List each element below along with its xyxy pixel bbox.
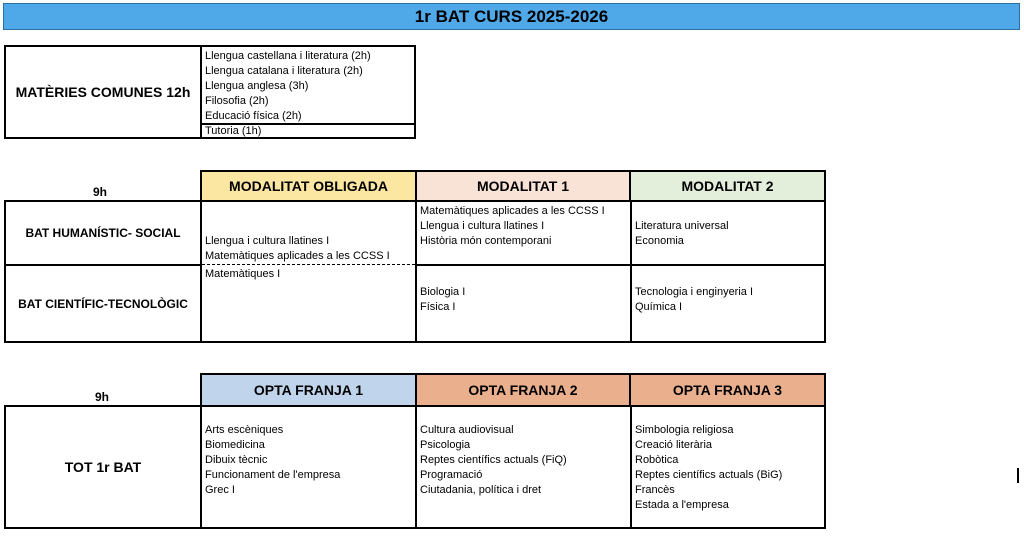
list-item: Dibuix tècnic — [205, 454, 268, 466]
list-item: Reptes científics actuals (FiQ) — [420, 454, 567, 466]
list-item: Física I — [420, 301, 456, 313]
list-item: Economia — [635, 235, 684, 247]
list-item: Estada a l'empresa — [635, 499, 729, 511]
obligada-cientific — [205, 267, 413, 282]
header-opta-franja-2: OPTA FRANJA 2 — [415, 373, 631, 407]
text-cursor — [1017, 468, 1019, 483]
list-item: Matemàtiques aplicades a les CCSS I — [420, 205, 605, 217]
header-modalitat-2: MODALITAT 2 — [629, 170, 826, 202]
list-item: Educació física (2h) — [205, 110, 302, 122]
franja2-list — [415, 407, 630, 527]
mod2-humanistic — [630, 202, 824, 264]
header-opta-franja-1: OPTA FRANJA 1 — [200, 373, 417, 407]
mod1-humanistic — [415, 202, 630, 264]
list-item: Llengua catalana i literatura (2h) — [205, 65, 363, 77]
header-modalitat-1: MODALITAT 1 — [415, 170, 631, 202]
list-item: Simbologia religiosa — [635, 424, 734, 436]
obligada-column-border — [200, 202, 202, 341]
list-item: Biomedicina — [205, 439, 265, 451]
list-item: Filosofia (2h) — [205, 95, 269, 107]
optatives-hours: 9h — [95, 390, 110, 404]
comunes-table — [4, 45, 416, 139]
list-item: Programació — [420, 469, 483, 481]
page-title: 1r BAT CURS 2025-2026 — [3, 3, 1020, 30]
tutoria-cell: Tutoria (1h) — [200, 123, 414, 137]
list-item: Biologia I — [420, 286, 466, 298]
modalitat-hours: 9h — [93, 185, 108, 199]
list-item: Matemàtiques I — [205, 268, 281, 280]
franja1-list — [200, 407, 415, 527]
mod1-cientific — [415, 264, 630, 341]
row-label-cientific: BAT CIENTÍFIC-TECNOLÒGIC — [6, 264, 200, 341]
modalitat-table — [4, 200, 826, 343]
list-item: Francès — [635, 484, 675, 496]
list-item: Arts escèniques — [205, 424, 284, 436]
list-item: Química I — [635, 301, 683, 313]
obligada-humanistic — [200, 234, 415, 264]
obligada-divider — [202, 264, 415, 265]
row-label-humanistic: BAT HUMANÍSTIC- SOCIAL — [25, 226, 181, 240]
list-item: Psicologia — [420, 439, 471, 451]
list-item: Ciutadania, política i dret — [420, 484, 542, 496]
optatives-table — [4, 405, 826, 529]
list-item: Matemàtiques aplicades a les CCSS I — [205, 250, 390, 262]
list-item: Grec I — [205, 484, 235, 496]
comunes-label: MATÈRIES COMUNES 12h — [15, 84, 191, 100]
row-label-tot: TOT 1r BAT — [64, 459, 142, 475]
list-item: Llengua i cultura llatines I — [205, 235, 330, 247]
list-item: Cultura audiovisual — [420, 424, 514, 436]
list-item: Funcionament de l'empresa — [205, 469, 341, 481]
franja3-list — [630, 407, 824, 527]
header-opta-franja-3: OPTA FRANJA 3 — [629, 373, 826, 407]
comunes-list — [200, 47, 414, 123]
list-item: Reptes científics actuals (BiG) — [635, 469, 783, 481]
list-item: Tecnologia i enginyeria I — [635, 286, 754, 298]
list-item: Literatura universal — [635, 220, 729, 232]
list-item: Creació literària — [635, 439, 713, 451]
list-item: Llengua anglesa (3h) — [205, 80, 309, 92]
list-item: Llengua castellana i literatura (2h) — [205, 50, 371, 62]
list-item: Robòtica — [635, 454, 679, 466]
mod2-cientific — [630, 264, 824, 341]
list-item: Llengua i cultura llatines I — [420, 220, 545, 232]
list-item: Història món contemporani — [420, 235, 552, 247]
header-modalitat-obligada: MODALITAT OBLIGADA — [200, 170, 417, 202]
